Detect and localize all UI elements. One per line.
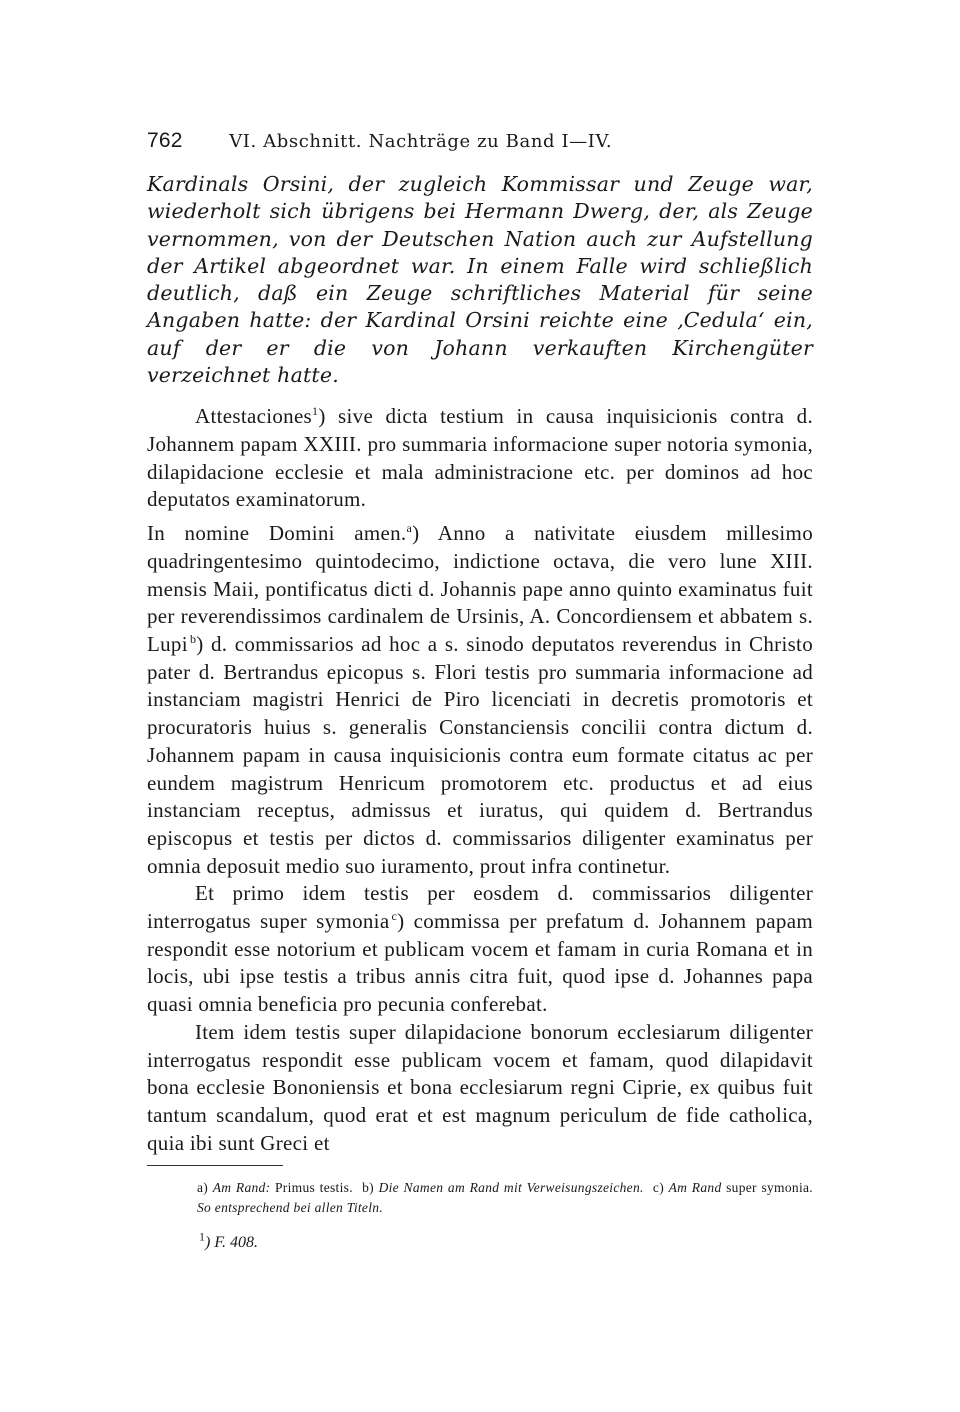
reference-note <box>199 1229 813 1252</box>
heading-text-before: Attestaciones <box>195 404 313 429</box>
paragraph-3: Item idem testis super dilapidacione bonorum ecclesiarum diligenter interrogatus respondit esse publicam vocem et famam, quod dilapidavit bona ecclesie Bononiensis et bona ecclesiarum regni Ciprie, ex quibus fuit tantum scandalum, quod erat et est magnum periculum de fide catholica, quia ibi sunt Greci et <box>147 1019 813 1155</box>
paragraph-2-part2: ) commissa per prefatum d. Johannem papam respondit esse notorium et publicam vocem et famam in curia Romana et in locis, ubi ipse testis a tribus annis citra fuit, quod ipse d. Johannes papa quasi omnia beneficia pro pecunia conferebat. <box>147 909 813 1017</box>
footnote-c-note: So entsprechend bei allen Titeln. <box>197 1200 383 1215</box>
intro-paragraph: Kardinals Orsini, der zugleich Kommissar und Zeuge war, wiederholt sich übrigens bei Hermann Dwerg, der, als Zeuge vernommen, von der Deutschen Nation auch zur Aufstellung der Artikel abgeordnet war. In einem Falle wird schließlich deutlich, daß ein Zeuge schriftliches Material für seine Angaben hatte: der Kardinal Orsini reichte eine ‚Cedula‘ ein, auf der er die von Johann verkauften Kirchengüter verzeichnet hatte. <box>147 172 813 388</box>
footnote-c-rand: Am Rand <box>668 1180 722 1195</box>
footnote-a-label: a) <box>197 1180 209 1195</box>
footnote-a-rand: Am Rand: <box>212 1180 271 1195</box>
paragraph-1-part3: ) d. commissarios ad hoc a s. sinodo deputatos reverendus in Christo pater d. Bertrandus epicopus s. Flori testis pro summaria informacione ad instanciam magistri Henrici de Piro licenciati in decretis promotoris et procuratoris huius s. generalis Constanciensis concilii contra dictum d. Johannem papam in causa inquisicionis contra eum formate citatus ac per eundem magistrum Henricum promotorem etc. productus et ad eius instanciam receptus, admissus et iuratus, qui quidem d. Bertrandus episcopus et testis per dictos d. commissarios diligenter examinatus per omnia deposuit medio suo iuramento, prout infra continetur. <box>147 632 813 878</box>
footnote-marker-1: 1 <box>312 404 319 419</box>
paragraph-1-part2: ) Anno a nativitate eiusdem millesimo quadringentesimo quintodecimo, indictione octava, die vero lune XIII. mensis Maii, pontificatus dicti d. Johannis pape anno quinto examinatus fuit per reverendissimos cardinalem de Ursinis, A. Concordiensem et abbatem s. Lupi <box>147 521 813 656</box>
footnote-marker-a: a <box>406 521 413 536</box>
heading-text-after: ) sive dicta testium in causa inquisicionis contra d. Johannem papam XXIII. pro summaria informacione super notoria symonia, dilapidacione ecclesie et mala administracione etc. per dominos ad hoc deputatos examinatorum. <box>147 404 813 512</box>
page-header <box>147 128 817 153</box>
reference-marker: 1 <box>199 1229 205 1244</box>
reference-text: ) F. 408. <box>205 1234 259 1251</box>
paragraph-2-part1: Et primo idem testis per eosdem d. commissarios diligenter interrogatus super symonia <box>147 881 813 934</box>
document-heading <box>147 403 813 514</box>
footnote-text <box>197 1178 813 1218</box>
footnote-c-label: c) <box>652 1180 664 1195</box>
paragraph-2 <box>147 880 813 1019</box>
footnote-b-label: b) <box>362 1180 374 1195</box>
footnote-a-text: Primus testis. <box>275 1180 353 1195</box>
footnote-b-text: Die Namen am Rand mit Verweisungszeichen. <box>378 1180 644 1195</box>
footnote-marker-b: b <box>189 632 197 646</box>
paragraph-1-part1: In nomine Domini amen. <box>147 521 407 546</box>
footnote-c-text: super symonia. <box>726 1180 813 1195</box>
main-text <box>147 171 813 1157</box>
footnote-rule <box>147 1165 283 1166</box>
page-number: 762 <box>147 129 183 152</box>
running-title: VI. Abschnitt. Nachträge zu Band I—IV. <box>229 131 613 152</box>
footnote-marker-c: c <box>391 909 398 924</box>
footnotes <box>147 1165 813 1252</box>
paragraph-1 <box>147 520 813 880</box>
